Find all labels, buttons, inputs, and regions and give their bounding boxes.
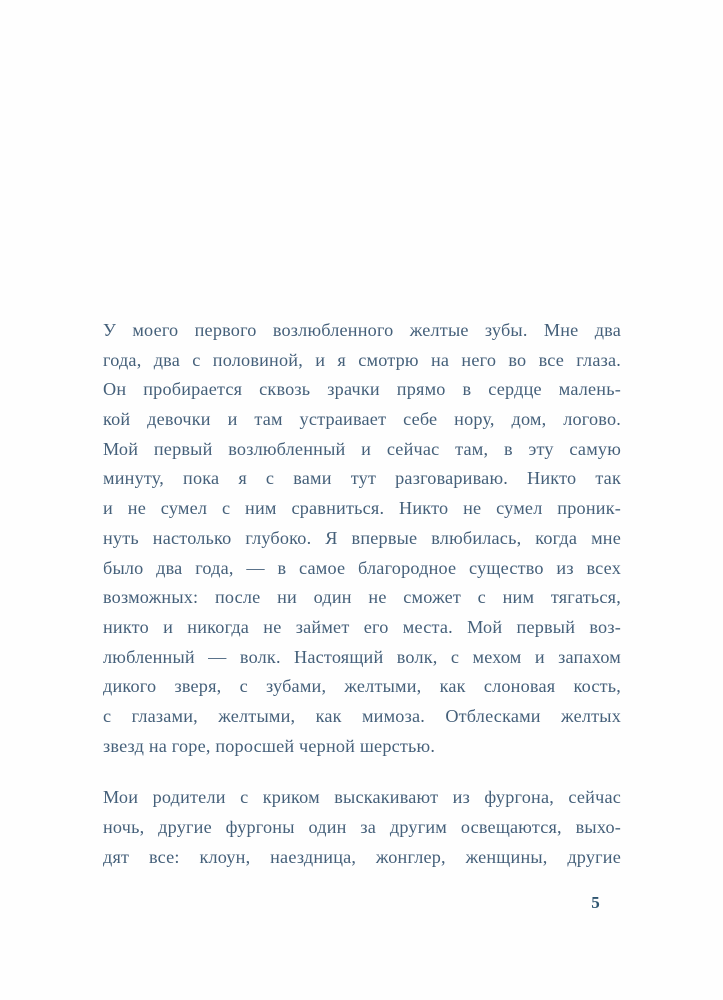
text-line: дикого зверя, с зубами, желтыми, как слоновая кость, — [103, 676, 621, 697]
page-number: 5 — [591, 893, 600, 912]
text-line: дят все: клоун, наездница, жонглер, женщины, другие — [103, 846, 621, 867]
text-line: года, два с половиной, и я смотрю на него во все глаза. — [103, 349, 621, 370]
paragraph-2 — [103, 783, 621, 872]
text-line: нуть настолько глубоко. Я впервые влюбилась, когда мне — [103, 527, 621, 548]
text-line: с глазами, желтыми, как мимоза. Отблесками желтых — [103, 705, 621, 726]
text-line: кой девочки и там устраивает себе нору, дом, логово. — [103, 409, 621, 430]
text-line: и не сумел с ним сравниться. Никто не сумел проник- — [103, 498, 621, 519]
text-line: Мой первый возлюбленный и сейчас там, в эту самую — [103, 438, 621, 459]
page-text — [103, 316, 621, 872]
text-line: возможных: после ни один не сможет с ним тягаться, — [103, 587, 621, 608]
text-line: ночь, другие фургоны один за другим освещаются, выхо- — [103, 817, 621, 837]
text-line: было два года, — в самое благородное существо из всех — [103, 557, 621, 578]
text-line: любленный — волк. Настоящий волк, с мехом и запахом — [103, 646, 621, 667]
text-line: минуту, пока я с вами тут разговариваю. Никто так — [103, 468, 621, 489]
text-line: Мои родители с криком выскакивают из фургона, сейчас — [103, 787, 621, 808]
paragraph-1 — [103, 316, 621, 761]
text-line: звезд на горе, поросшей черной шерстью. — [103, 735, 436, 756]
text-line: У моего первого возлюбленного желтые зубы. Мне два — [103, 320, 621, 340]
text-line: никто и никогда не займет его места. Мой первый воз- — [103, 616, 621, 637]
text-line: Он пробирается сквозь зрачки прямо в сердце малень- — [103, 379, 621, 400]
